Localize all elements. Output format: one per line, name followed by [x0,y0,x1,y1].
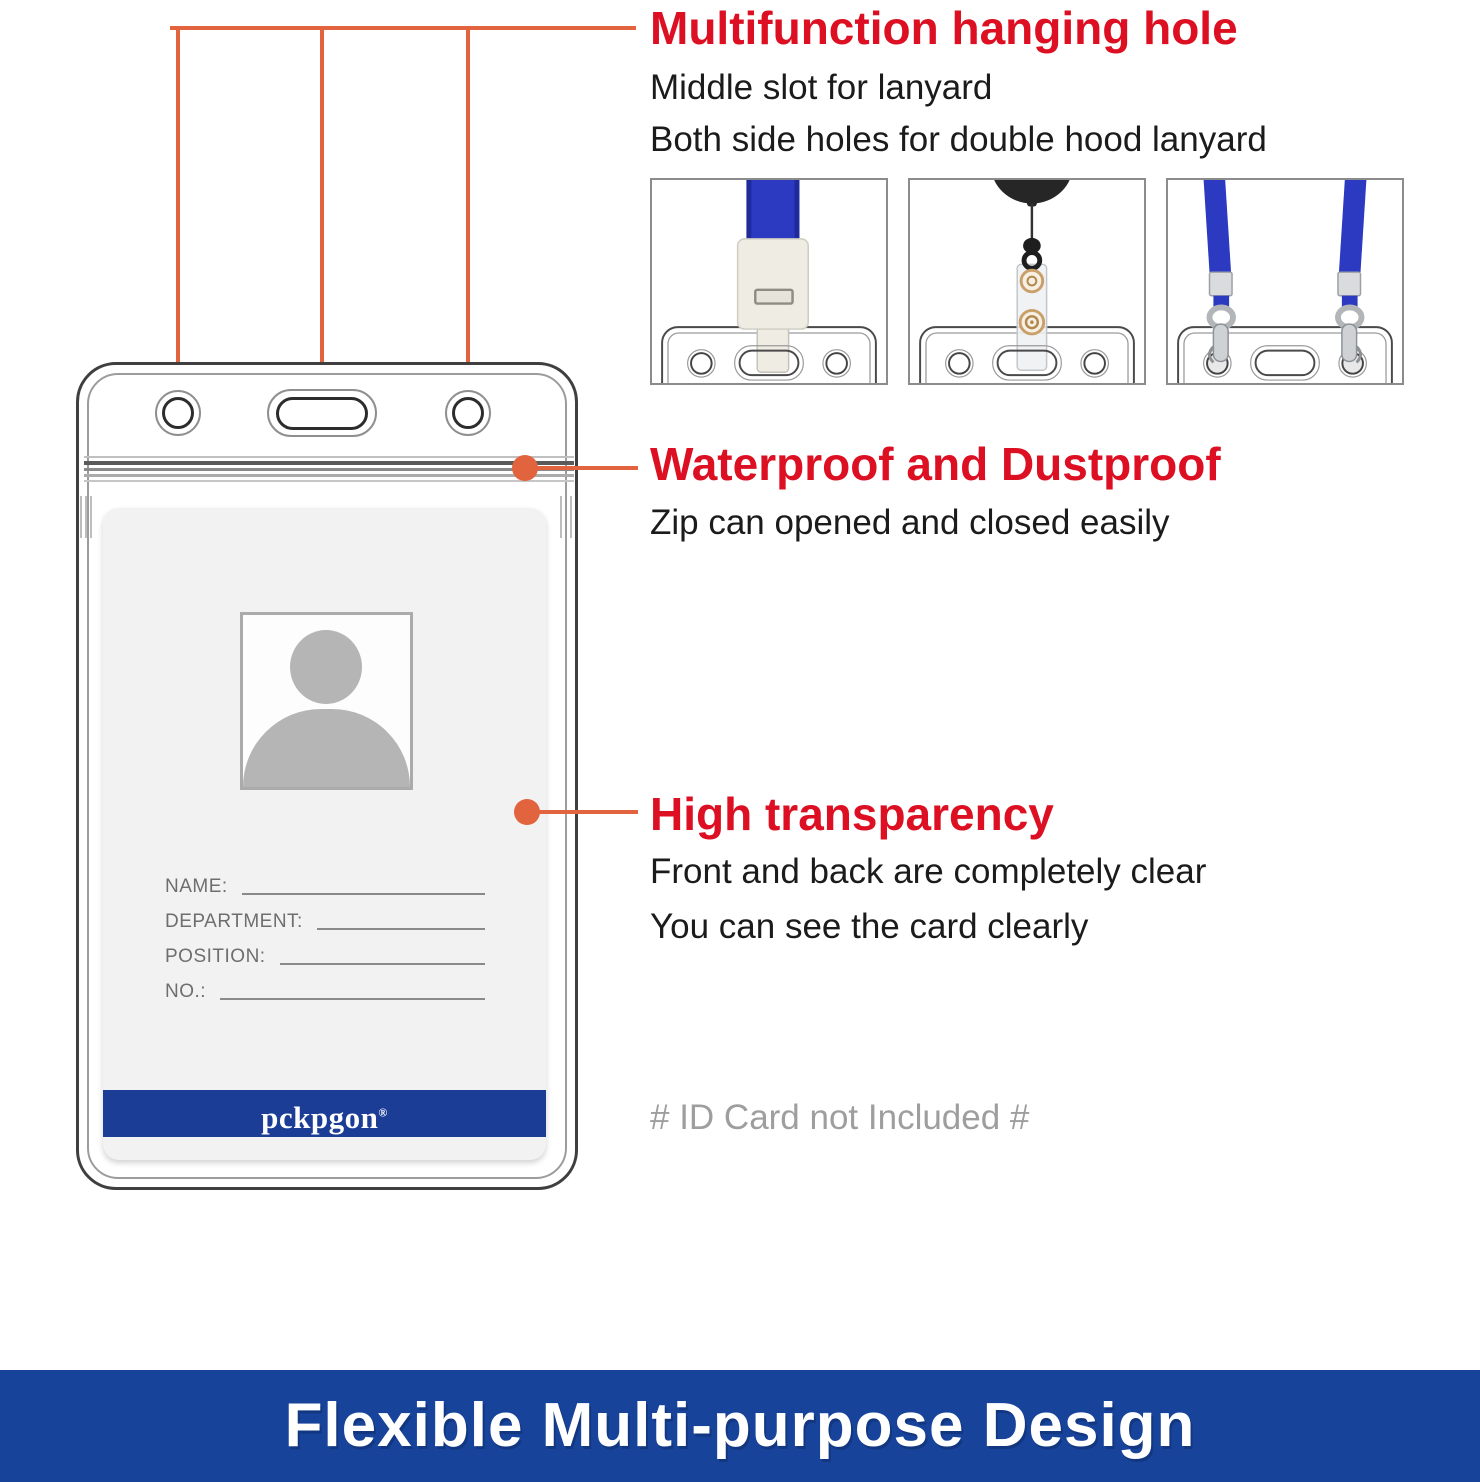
field-label: DEPARTMENT: [165,911,303,932]
callout-line-horizontal [170,26,636,30]
photo-placeholder [240,612,413,790]
field-row-position [165,946,485,968]
brand-logo: pckpgon® [261,1100,388,1136]
field-label: NO.: [165,981,207,1002]
person-silhouette-icon [290,630,362,704]
right-hanging-hole-ring [452,397,484,429]
feature-title-hanging-hole: Multifunction hanging hole [650,2,1238,54]
plastic-clip [738,239,809,329]
badge-reel-illustration [910,180,1144,383]
pouch-ridge-texture [560,496,575,538]
swivel-hook [1342,324,1357,361]
feature-line: Both side holes for double hood lanyard [650,120,1267,159]
feature-line: Middle slot for lanyard [650,68,993,107]
field-blank-line [220,998,485,1000]
field-blank-line [280,963,485,965]
middle-lanyard-slot-ring [276,397,368,430]
side-hole [691,353,712,374]
callout-line-zip [530,466,638,470]
id-card-not-included-note: # ID Card not Included # [650,1098,1030,1137]
callout-line-left-hole [176,26,180,414]
zip-seal-line [84,456,574,458]
middle-slot-lanyard-illustration [652,180,886,383]
blue-cord-left [1204,180,1231,272]
id-card [103,508,546,1160]
zip-seal-line [84,474,574,477]
middle-slot [1256,351,1315,376]
banner-title: Flexible Multi-purpose Design [284,1391,1196,1460]
side-hole [826,353,847,374]
feature-title-waterproof: Waterproof and Dustproof [650,438,1221,490]
snap-button [1021,270,1043,292]
field-row-department [165,911,485,933]
field-label: NAME: [165,876,228,897]
swivel-ring [1024,253,1040,269]
left-hanging-hole-ring [162,397,194,429]
card-brand-band [103,1090,546,1137]
card-fields [165,876,485,1016]
thumbnail-badge-reel [908,178,1146,385]
field-row-name [165,876,485,898]
field-blank-line [242,893,485,895]
zip-seal-line [84,480,574,482]
field-row-no [165,981,485,1003]
feature-line: Front and back are completely clear [650,852,1207,891]
feature-line: Zip can opened and closed easily [650,503,1170,542]
thumbnail-middle-slot-lanyard [650,178,888,385]
side-hole [1084,353,1105,374]
blue-cord-right [1339,180,1366,272]
person-silhouette-icon [243,709,410,787]
feature-title-transparency: High transparency [650,788,1054,840]
feature-line: You can see the card clearly [650,907,1089,946]
callout-line-right-hole [466,26,470,414]
callout-line-transparency [532,810,638,814]
metal-crimp [1338,272,1361,296]
zip-seal-line [84,468,574,471]
zip-seal-line [84,461,574,465]
double-hook-lanyard-illustration [1168,180,1402,383]
pouch-ridge-texture [80,496,95,538]
field-label: POSITION: [165,946,266,967]
swivel-hook [1213,324,1228,361]
bottom-banner [0,1370,1480,1482]
field-blank-line [317,928,485,930]
registered-mark: ® [378,1106,388,1120]
callout-line-middle-slot [320,26,324,414]
side-hole [949,353,970,374]
metal-crimp [1209,272,1232,296]
thumbnail-double-hook-lanyard [1166,178,1404,385]
clip-slot [755,290,792,304]
